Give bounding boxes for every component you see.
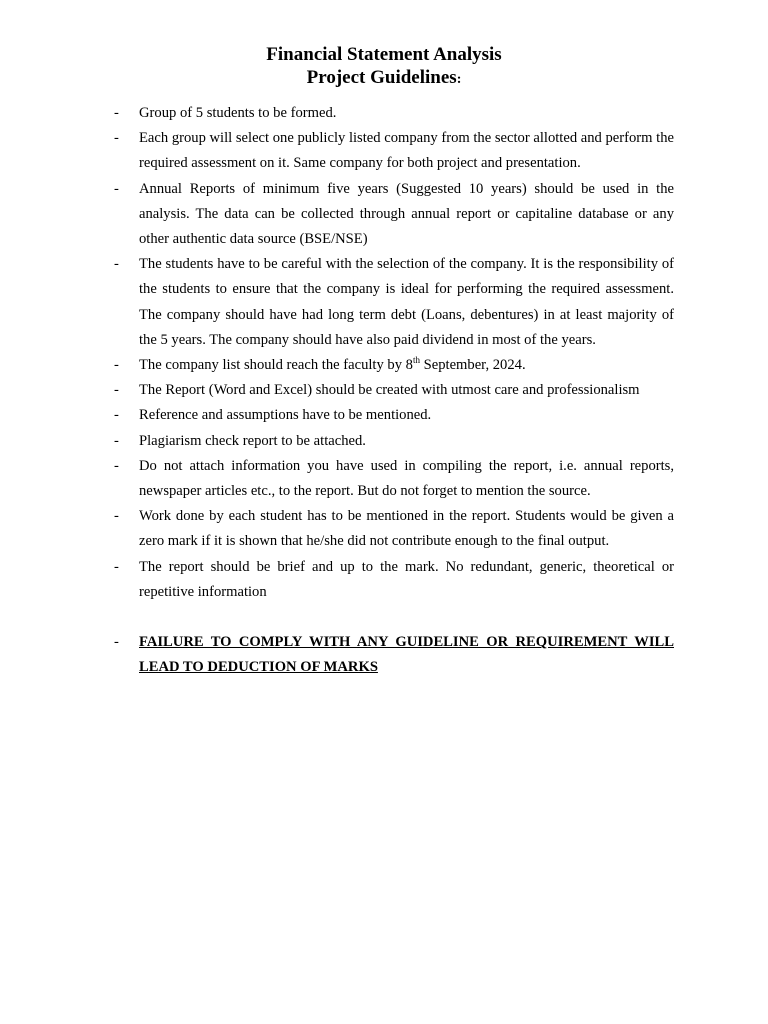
guideline-text: Annual Reports of minimum five years (Suggested 10 years) should be used in the analysis. The data can be collected through annual report or capitaline database or any other authentic data source (BSE/NSE) [139, 180, 674, 248]
ordinal-superscript: th [412, 355, 420, 366]
bullet-dash: - [114, 634, 119, 651]
guideline-text: The report should be brief and up to the mark. No redundant, generic, theoretical or repetitive information [139, 558, 674, 600]
title-line-1: Financial Statement Analysis [266, 44, 502, 65]
guideline-item [114, 403, 674, 428]
guideline-text-deadline [139, 353, 674, 378]
warning-text: FAILURE TO COMPLY WITH ANY GUIDELINE OR REQUIREMENT WILL LEAD TO DEDUCTION OF MARKS [139, 634, 674, 676]
guideline-item [114, 504, 674, 554]
bullet-dash: - [114, 130, 119, 147]
title-line-2 [0, 66, 768, 91]
bullet-dash: - [114, 256, 119, 273]
guideline-item [114, 177, 674, 253]
title-line-2-text: Project Guidelines [306, 67, 457, 88]
bullet-dash: - [114, 508, 119, 525]
deadline-text-before: The company list should reach the faculty by 8 [139, 357, 413, 374]
title-colon: : [456, 72, 462, 87]
guideline-text: Each group will select one publicly listed company from the sector allotted and perform the required assessment on it. Same company for both project and presentation. [139, 130, 674, 172]
document-title [0, 43, 768, 91]
guideline-text: Work done by each student has to be mentioned in the report. Students would be given a zero mark if it is shown that he/she did not contribute enough to the final output. [139, 508, 674, 550]
guideline-item [114, 126, 674, 176]
guideline-item [114, 429, 674, 454]
guideline-text: Do not attach information you have used in compiling the report, i.e. annual reports, newspaper articles etc., to the report. But do not forget to mention the source. [139, 457, 674, 500]
bullet-dash: - [114, 382, 119, 399]
guideline-item [114, 353, 674, 378]
guidelines-list [114, 101, 674, 681]
bullet-dash: - [114, 457, 119, 474]
guideline-text: Reference and assumptions have to be mentioned. [139, 407, 432, 424]
guideline-text: The students have to be careful with the selection of the company. It is the responsibility of the students to ensure that the company is ideal for performing the required assessment. The company should have had long term debt (Loans, debentures) in at least majority of the 5 years. The company should have also paid dividend in most of the years. [139, 256, 674, 348]
guideline-item [114, 101, 674, 126]
warning-item [114, 630, 674, 680]
bullet-dash: - [114, 180, 119, 197]
guideline-text: Plagiarism check report to be attached. [139, 432, 366, 449]
bullet-dash: - [114, 357, 119, 374]
guideline-item [114, 555, 674, 605]
bullet-dash: - [114, 407, 119, 424]
guideline-item [114, 378, 674, 403]
guideline-item [114, 454, 674, 504]
bullet-dash: - [114, 432, 119, 449]
guideline-text: Group of 5 students to be formed. [139, 105, 337, 121]
bullet-dash: - [114, 558, 119, 575]
guideline-item [114, 252, 674, 353]
deadline-text-after: September, 2024. [419, 357, 526, 374]
guideline-text: The Report (Word and Excel) should be created with utmost care and professionalism [139, 382, 640, 399]
bullet-dash: - [114, 105, 119, 121]
